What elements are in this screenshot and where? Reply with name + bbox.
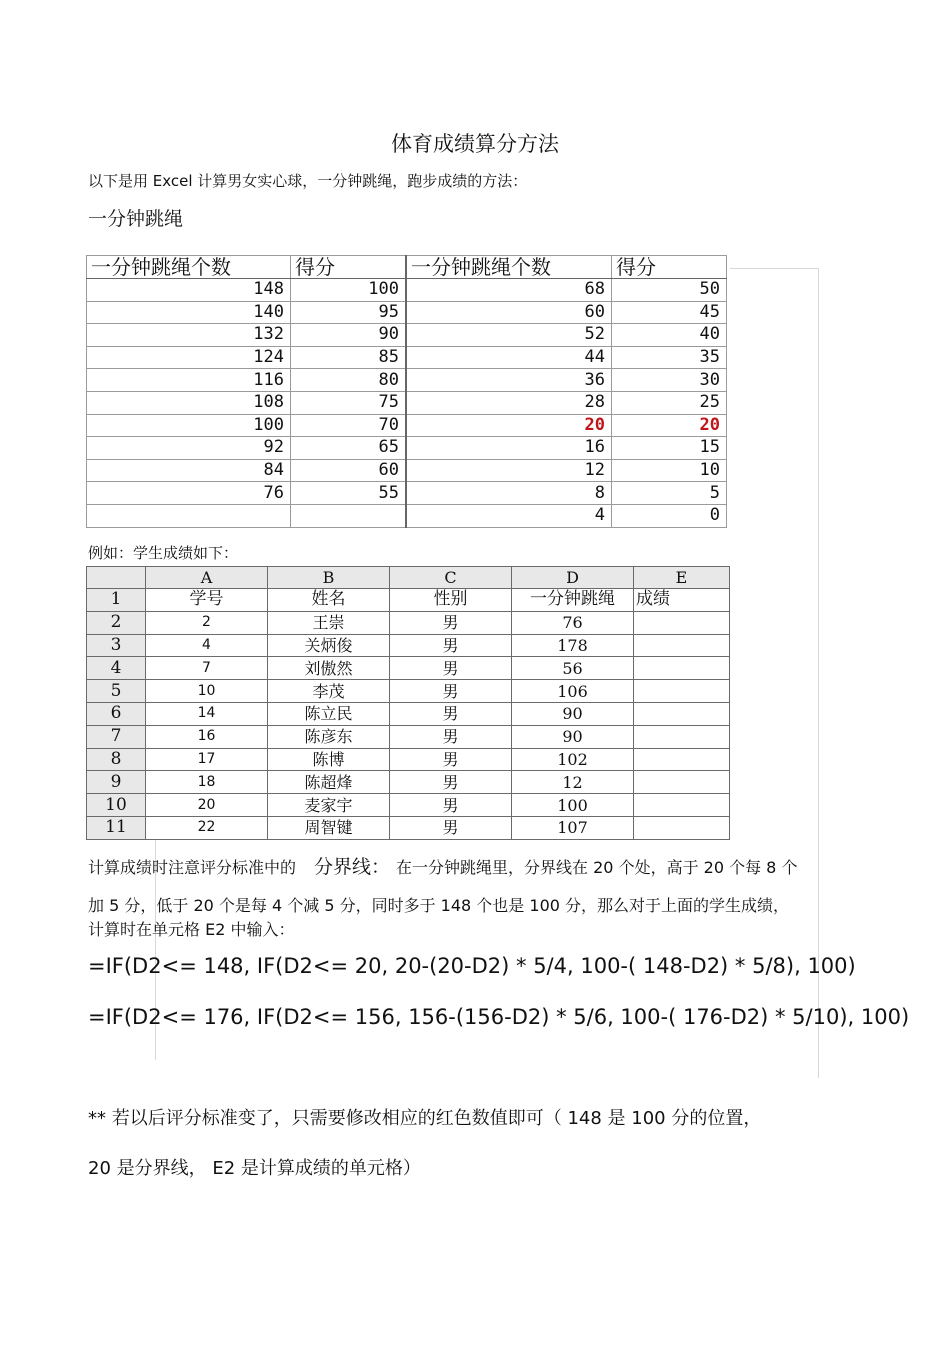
student-id-cell: 20 [146,794,268,817]
table-row [87,702,730,725]
jump-count-cell: 90 [512,725,634,748]
header-row [87,589,730,612]
score-cell: 10 [612,459,727,482]
grade-cell [634,702,730,725]
header-gender: 性别 [390,589,512,612]
name-cell: 李茂 [268,680,390,703]
gender-cell: 男 [390,657,512,680]
header-grade: 成绩 [634,589,730,612]
count-cell: 68 [406,279,612,302]
note-line-2: 20 是分界线， E2 是计算成绩的单元格） [88,1158,421,1179]
count-cell: 52 [406,324,612,347]
count-cell: 76 [87,482,291,505]
jump-count-cell: 102 [512,748,634,771]
student-id-cell: 14 [146,702,268,725]
score-cell: 15 [612,437,727,460]
gender-cell: 男 [390,816,512,839]
jump-count-cell: 106 [512,680,634,703]
table-row [87,369,727,392]
row-number: 1 [87,589,146,612]
gender-cell: 男 [390,680,512,703]
column-letter: E [634,567,730,589]
header-score-1: 得分 [291,256,407,279]
count-cell: 84 [87,459,291,482]
count-cell: 44 [406,346,612,369]
name-cell: 刘傲然 [268,657,390,680]
count-cell: 12 [406,459,612,482]
row-number: 11 [87,816,146,839]
header-count-1: 一分钟跳绳个数 [87,256,291,279]
score-cell: 5 [612,482,727,505]
count-cell: 28 [406,391,612,414]
table-row [87,657,730,680]
column-letter: A [146,567,268,589]
boundary-term: 分界线： [314,856,391,878]
score-table [86,255,727,528]
score-cell [291,504,407,527]
intro-text: 以下是用 Excel 计算男女实心球，一分钟跳绳，跑步成绩的方法： [88,172,528,190]
table-row [87,346,727,369]
header-student-id: 学号 [146,589,268,612]
score-cell: 50 [612,279,727,302]
grade-cell [634,611,730,634]
explanation-line-2: 加 5 分，低于 20 个是每 4 个减 5 分，同时多于 148 个也是 100 分，那么对于上面的学生成绩， [88,896,790,915]
name-cell: 陈超烽 [268,771,390,794]
table-row [87,725,730,748]
table-row [87,771,730,794]
name-cell: 陈立民 [268,702,390,725]
row-number: 5 [87,680,146,703]
count-cell: 140 [87,301,291,324]
table-row [87,634,730,657]
name-cell: 陈彦东 [268,725,390,748]
jump-count-cell: 90 [512,702,634,725]
row-number: 3 [87,634,146,657]
score-table-header [87,256,727,279]
grade-cell [634,725,730,748]
row-number: 6 [87,702,146,725]
note-line-1: ** 若以后评分标准变了，只需要修改相应的红色数值即可（ 148 是 100 分的位置， [88,1108,762,1129]
score-cell: 80 [291,369,407,392]
row-number: 4 [87,657,146,680]
student-spreadsheet [86,566,730,840]
student-id-cell: 10 [146,680,268,703]
column-letter: B [268,567,390,589]
name-cell: 王崇 [268,611,390,634]
score-cell: 75 [291,391,407,414]
grade-cell [634,657,730,680]
table-row [87,816,730,839]
jump-count-cell: 56 [512,657,634,680]
name-cell: 周智键 [268,816,390,839]
score-cell: 70 [291,414,407,437]
score-cell: 40 [612,324,727,347]
header-score-2: 得分 [612,256,727,279]
table-row [87,482,727,505]
column-letter-row [87,567,730,589]
score-cell: 45 [612,301,727,324]
score-cell: 0 [612,504,727,527]
score-cell: 25 [612,391,727,414]
student-id-cell: 22 [146,816,268,839]
boundary-score-cell: 20 [612,414,727,437]
student-id-cell: 2 [146,611,268,634]
score-cell: 100 [291,279,407,302]
name-cell: 麦家宇 [268,794,390,817]
grade-cell [634,680,730,703]
jump-count-cell: 76 [512,611,634,634]
row-number: 7 [87,725,146,748]
table-row [87,279,727,302]
table-row [87,301,727,324]
example-label: 例如：学生成绩如下： [88,544,239,562]
explanation-line-3: 计算时在单元格 E2 中输入： [88,920,295,939]
count-cell: 116 [87,369,291,392]
count-cell: 16 [406,437,612,460]
boundary-count-cell: 20 [406,414,612,437]
count-cell: 36 [406,369,612,392]
count-cell: 124 [87,346,291,369]
gender-cell: 男 [390,702,512,725]
jump-count-cell: 100 [512,794,634,817]
header-count-2: 一分钟跳绳个数 [406,256,612,279]
table-row [87,794,730,817]
student-id-cell: 18 [146,771,268,794]
score-cell: 35 [612,346,727,369]
gender-cell: 男 [390,725,512,748]
jump-count-cell: 107 [512,816,634,839]
table-row [87,504,727,527]
gender-cell: 男 [390,771,512,794]
score-cell: 90 [291,324,407,347]
count-cell: 108 [87,391,291,414]
row-number: 9 [87,771,146,794]
score-cell: 30 [612,369,727,392]
page-title: 体育成绩算分方法 [391,132,559,156]
count-cell [87,504,291,527]
table-row [87,680,730,703]
name-cell: 关炳俊 [268,634,390,657]
row-number: 8 [87,748,146,771]
table-row [87,414,727,437]
student-id-cell: 7 [146,657,268,680]
table-row [87,437,727,460]
formula-1: =IF(D2<= 148, IF(D2<= 20, 20-(20-D2) * 5/4, 100-( 148-D2) * 5/8), 100) [88,954,856,978]
jump-count-cell: 178 [512,634,634,657]
section-heading: 一分钟跳绳 [88,208,184,230]
count-cell: 4 [406,504,612,527]
corner-cell [87,567,146,589]
table-row [87,459,727,482]
score-cell: 65 [291,437,407,460]
count-cell: 8 [406,482,612,505]
table-row [87,748,730,771]
jump-count-cell: 12 [512,771,634,794]
name-cell: 陈博 [268,748,390,771]
grade-cell [634,816,730,839]
row-number: 10 [87,794,146,817]
count-cell: 132 [87,324,291,347]
table-row [87,611,730,634]
table-row [87,324,727,347]
table-row [87,391,727,414]
formula-2: =IF(D2<= 176, IF(D2<= 156, 156-(156-D2) * 5/6, 100-( 176-D2) * 5/10), 100) [88,1005,910,1029]
count-cell: 60 [406,301,612,324]
gender-cell: 男 [390,794,512,817]
gender-cell: 男 [390,634,512,657]
grade-cell [634,748,730,771]
explanation-text: 在一分钟跳绳里，分界线在 20 个处，高于 20 个每 8 个 [396,858,798,877]
student-id-cell: 17 [146,748,268,771]
score-cell: 85 [291,346,407,369]
score-cell: 60 [291,459,407,482]
grade-cell [634,771,730,794]
column-letter: C [390,567,512,589]
header-name: 姓名 [268,589,390,612]
gender-cell: 男 [390,748,512,771]
count-cell: 148 [87,279,291,302]
score-cell: 95 [291,301,407,324]
grade-cell [634,794,730,817]
row-number: 2 [87,611,146,634]
student-id-cell: 4 [146,634,268,657]
count-cell: 100 [87,414,291,437]
gender-cell: 男 [390,611,512,634]
header-jump-rope: 一分钟跳绳 [512,589,634,612]
explanation-line-1 [88,855,898,880]
count-cell: 92 [87,437,291,460]
explanation-text: 计算成绩时注意评分标准中的 [88,858,297,877]
scan-line-top [730,268,818,269]
score-cell: 55 [291,482,407,505]
column-letter: D [512,567,634,589]
student-id-cell: 16 [146,725,268,748]
grade-cell [634,634,730,657]
